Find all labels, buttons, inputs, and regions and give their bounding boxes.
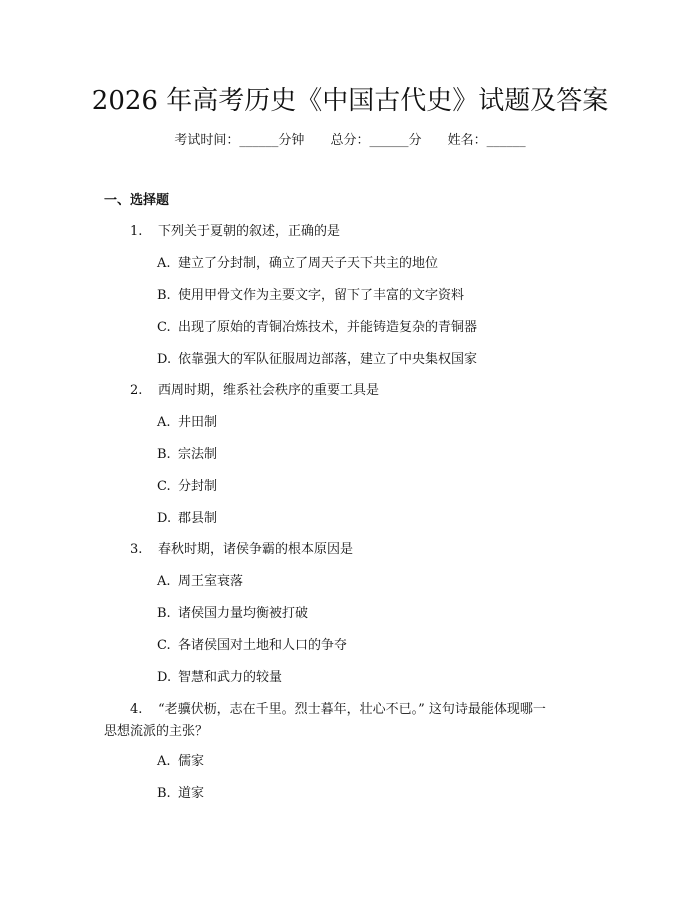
option-letter: C.	[157, 320, 171, 335]
option-text: 建立了分封制，确立了周天子天下共主的地位	[178, 256, 439, 271]
option-text: 诸侯国力量均衡被打破	[178, 606, 309, 621]
option-text: 儒家	[178, 754, 205, 769]
page-title: 2026 年高考历史《中国古代史》试题及答案	[91, 86, 609, 116]
option-text: 使用甲骨文作为主要文字，留下了丰富的文字资料	[178, 288, 465, 303]
question-3-option-a	[157, 572, 243, 592]
section-heading: 一、选择题	[104, 193, 170, 208]
option-text: 宗法制	[178, 447, 218, 462]
question-2-option-c	[157, 477, 217, 497]
question-number: 4.	[130, 702, 143, 717]
exam-time-field: 考试时间：______分钟	[174, 133, 305, 148]
option-text: 分封制	[178, 479, 218, 494]
question-4-option-a	[157, 752, 204, 772]
question-2-option-d	[157, 509, 217, 529]
total-score-field: 总分：______分	[330, 133, 422, 148]
option-text: 依靠强大的军队征服周边部落，建立了中央集权国家	[178, 352, 478, 367]
question-1-option-d	[157, 350, 477, 370]
question-4	[130, 700, 546, 720]
question-1-option-a	[157, 254, 438, 274]
option-letter: C.	[157, 638, 171, 653]
option-text: 智慧和武力的较量	[178, 670, 283, 685]
option-letter: B.	[157, 606, 171, 621]
question-text: 下列关于夏朝的叙述，正确的是	[158, 224, 341, 239]
question-2-option-b	[157, 445, 217, 465]
option-letter: D.	[157, 670, 172, 685]
option-text: 各诸侯国对土地和人口的争夺	[178, 638, 348, 653]
option-letter: D.	[157, 511, 172, 526]
question-number: 3.	[130, 542, 143, 557]
question-3-option-d	[157, 668, 282, 688]
option-letter: A.	[157, 574, 171, 589]
question-text: “老骥伏枥，志在千里。烈士暮年，壮心不已。” 这句诗最能体现哪一	[158, 702, 546, 717]
name-field: 姓名：______	[447, 133, 526, 148]
option-letter: B.	[157, 288, 171, 303]
option-letter: A.	[157, 256, 171, 271]
question-1	[130, 222, 340, 242]
question-1-option-b	[157, 286, 464, 306]
option-text: 郡县制	[178, 511, 218, 526]
question-text: 西周时期，维系社会秩序的重要工具是	[158, 383, 380, 398]
question-2	[130, 381, 379, 401]
option-text: 出现了原始的青铜冶炼技术，并能铸造复杂的青铜器	[178, 320, 478, 335]
question-3-option-b	[157, 604, 308, 624]
question-4-option-b	[157, 784, 204, 804]
option-text: 周王室衰落	[178, 574, 244, 589]
option-letter: B.	[157, 447, 171, 462]
exam-info	[0, 131, 700, 151]
question-2-option-a	[157, 413, 217, 433]
question-number: 1.	[130, 224, 143, 239]
question-3-option-c	[157, 636, 347, 656]
question-text: 春秋时期，诸侯争霸的根本原因是	[158, 542, 354, 557]
option-text: 道家	[178, 786, 205, 801]
question-4-text-continued: 思想流派的主张？	[104, 724, 209, 739]
option-letter: D.	[157, 352, 172, 367]
question-3	[130, 540, 353, 560]
option-letter: A.	[157, 754, 171, 769]
question-number: 2.	[130, 383, 143, 398]
option-letter: B.	[157, 786, 171, 801]
option-text: 井田制	[178, 415, 218, 430]
option-letter: C.	[157, 479, 171, 494]
question-1-option-c	[157, 318, 477, 338]
option-letter: A.	[157, 415, 171, 430]
